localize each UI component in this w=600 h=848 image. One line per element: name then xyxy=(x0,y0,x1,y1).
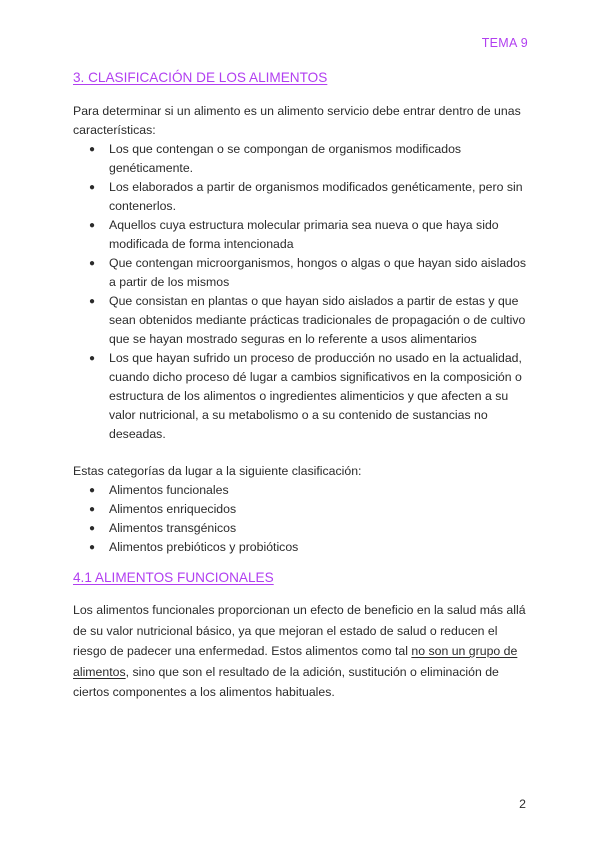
list-item: ● Que contengan microorganismos, hongos o algas o que hayan sido aislados a partir de los mismos xyxy=(89,256,526,289)
list-item: ● Que consistan en plantas o que hayan sido aislados a partir de estas y que sean obtenidos mediante prácticas tradicionales de propagación o de cultivo que se hayan mostrado seguras en lo referente a usos alimentarios xyxy=(89,294,526,346)
classification-intro: Estas categorías da lugar a la siguiente clasificación: xyxy=(73,464,362,478)
page-content xyxy=(73,70,531,703)
bullet-icon: ● xyxy=(89,523,96,534)
chapter-label: TEMA 9 xyxy=(481,36,528,50)
list-item: ● Alimentos prebióticos y probióticos xyxy=(73,538,531,557)
section-3-heading: 3. CLASIFICACIÓN DE LOS ALIMENTOS xyxy=(73,70,328,85)
bullet-icon: ● xyxy=(89,542,96,553)
bullet-icon: ● xyxy=(89,353,96,364)
list-item: ● Los que contengan o se compongan de organismos modificados genéticamente. xyxy=(89,142,462,175)
characteristics-list xyxy=(73,140,531,444)
bullet-icon: ● xyxy=(89,220,96,231)
bullet-icon: ● xyxy=(89,485,96,496)
bullet-icon: ● xyxy=(89,182,96,193)
list-item: ● Los elaborados a partir de organismos modificados genéticamente, pero sin contenerlos. xyxy=(89,180,523,213)
bullet-icon: ● xyxy=(89,258,96,269)
bullet-icon: ● xyxy=(89,504,96,515)
list-item: ● Aquellos cuya estructura molecular primaria sea nueva o que haya sido modificada de forma intencionada xyxy=(89,218,499,251)
list-item: ● Los que hayan sufrido un proceso de producción no usado en la actualidad, cuando dicho proceso dé lugar a cambios significativos en la composición o estructura de los alimentos o ingredientes alimenticios y que afecten a su valor nutricional, a su metabolismo o a su contenido de sustancias no deseadas. xyxy=(89,351,522,441)
bullet-icon: ● xyxy=(89,296,96,307)
emphasis-underline: no son un grupo de alimentos xyxy=(73,644,518,679)
bullet-icon: ● xyxy=(89,144,96,155)
section-4-1-body: Los alimentos funcionales proporcionan un efecto de beneficio en la salud más allá de su valor nutricional básico, ya que mejoran el estado de salud o reducen el riesgo de padecer una enfermedad. Estos alimentos como tal no son un grupo de alimentos, sino que son el resultado de la adición, sustitución o eliminación de ciertos componentes a los alimentos habituales. xyxy=(73,603,526,699)
list-item: ● Alimentos enriquecidos xyxy=(73,500,531,519)
classification-list xyxy=(73,481,531,557)
list-item: ● Alimentos transgénicos xyxy=(73,519,531,538)
section-3-intro: Para determinar si un alimento es un alimento servicio debe entrar dentro de unas características: xyxy=(73,104,521,137)
page-number: 2 xyxy=(519,797,526,811)
list-item: ● Alimentos funcionales xyxy=(73,481,531,500)
section-4-1-heading: 4.1 ALIMENTOS FUNCIONALES xyxy=(73,570,274,585)
